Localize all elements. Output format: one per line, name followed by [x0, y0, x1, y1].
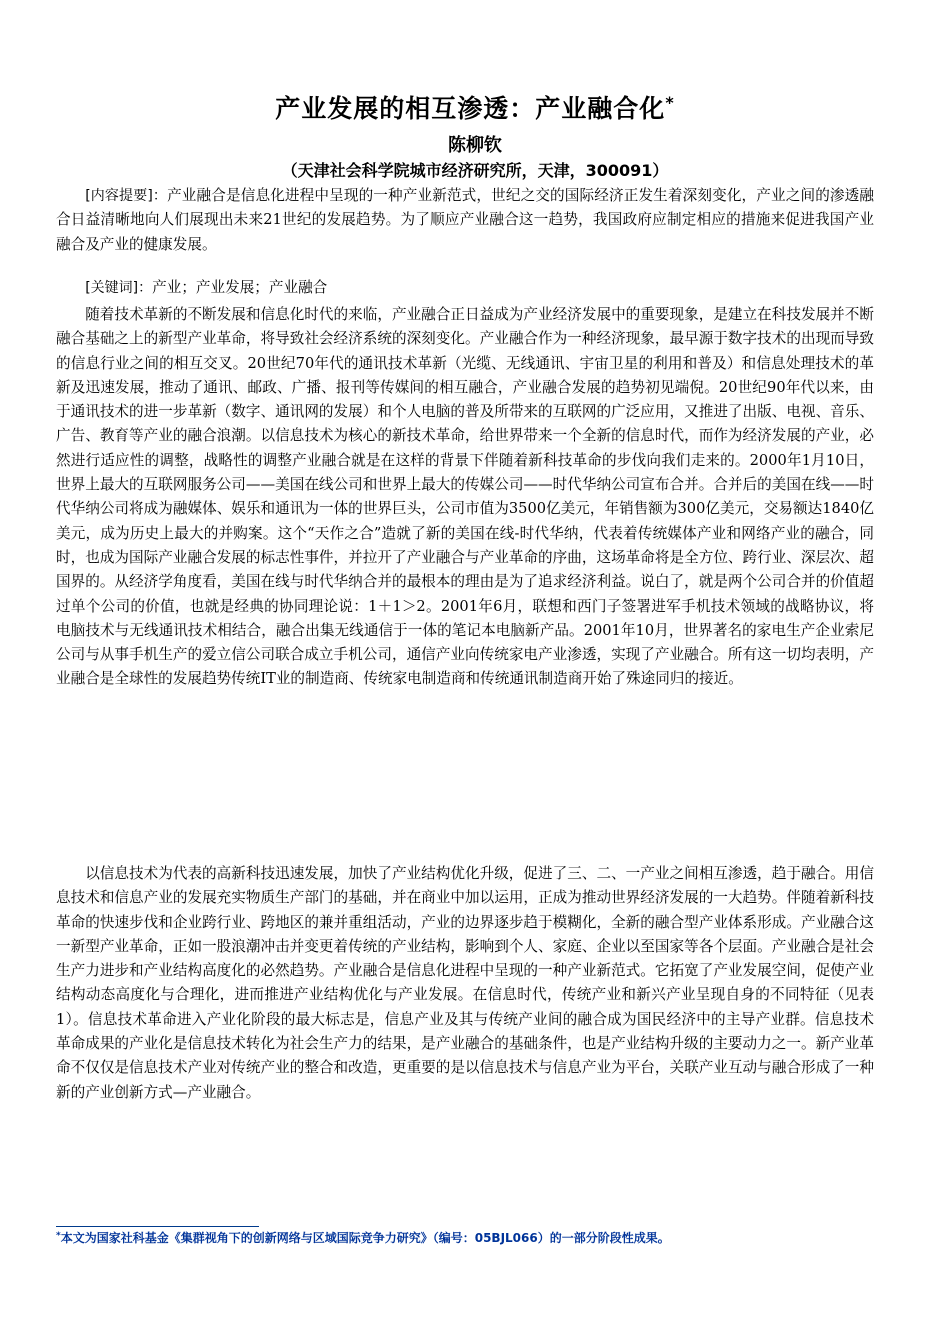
- footnote-mark: *: [56, 1231, 61, 1241]
- keywords: [56, 276, 874, 300]
- paper-title: [0, 92, 950, 126]
- body-paragraph-2: 以信息技术为代表的高新科技迅速发展，加快了产业结构优化升级，促进了三、二、一产业之间相互渗透，趋于融合。用信息技术和信息产业的发展充实物质生产部门的基础，并在商业中加以运用，正成为推动世界经济发展的一大趋势。伴随着新科技革命的快速步伐和企业跨行业、跨地区的兼并重组活动，产业的边界逐步趋于模糊化，全新的融合型产业体系形成。产业融合这一新型产业革命，正如一股浪潮冲击并变更着传统的产业结构，影响到个人、家庭、企业以至国家等各个层面。产业融合是社会生产力进步和产业结构高度化的必然趋势。产业融合是信息化进程中呈现的一种产业新范式。它拓宽了产业发展空间，促使产业结构动态高度化与合理化，进而推进产业结构优化与产业发展。在信息时代，传统产业和新兴产业呈现自身的不同特征（见表1）。信息技术革命进入产业化阶段的最大标志是，信息产业及其与传统产业间的融合成为国民经济中的主导产业群。信息技术革命成果的产业化是信息技术转化为社会生产力的结果，是产业融合的基础条件，也是产业结构升级的主要动力之一。新产业革命不仅仅是信息技术产业对传统产业的整合和改造，更重要的是以信息技术与信息产业为平台，关联产业互动与融合形成了一种新的产业创新方式—产业融合。: [56, 865, 874, 1101]
- body-paragraph-1: 随着技术革新的不断发展和信息化时代的来临，产业融合正日益成为产业经济发展中的重要现象，是建立在科技发展并不断融合基础之上的新型产业革命，将导致社会经济系统的深刻变化。产业融合作为一种经济现象，最早源于数字技术的出现而导致的信息行业之间的相互交叉。20世纪70年代的通讯技术革新（光缆、无线通讯、宇宙卫星的利用和普及）和信息处理技术的革新及迅速发展，推动了通讯、邮政、广播、报刊等传媒间的相互融合，产业融合发展的趋势初见端倪。20世纪90年代以来，由于通讯技术的进一步革新（数字、通讯网的发展）和个人电脑的普及所带来的互联网的广泛应用，又推进了出版、电视、音乐、广告、教育等产业的融合浪潮。以信息技术为核心的新技术革命，给世界带来一个全新的信息时代，而作为经济发展的产业，必然进行适应性的调整，战略性的调整产业融合就是在这样的背景下伴随着新科技革命的步伐向我们走来的。2000年1月10日，世界上最大的互联网服务公司——美国在线公司和世界上最大的传媒公司——时代华纳公司宣布合并。合并后的美国在线——时代华纳公司将成为融媒体、娱乐和通讯为一体的世界巨头，公司市值为3500亿美元，年销售额为300亿美元，交易额达1840亿美元，成为历史上最大的并购案。这个“天作之合”造就了新的美国在线-时代华纳，代表着传统媒体产业和网络产业的融合，同时，也成为国际产业融合发展的标志性事件，并拉开了产业融合与产业革命的序曲，这场革命将是全方位、跨行业、深层次、超国界的。从经济学角度看，美国在线与时代华纳合并的最根本的理由是为了追求经济利益。说白了，就是两个公司合并的价值超过单个公司的价值，也就是经典的协同理论说：1＋1＞2。2001年6月，联想和西门子签署进军手机技术领域的战略协议，将电脑技术与无线通讯技术相结合，融合出集无线通信于一体的笔记本电脑新产品。2001年10月，世界著名的家电生产企业索尼公司与从事手机生产的爱立信公司联合成立手机公司，通信产业向传统家电产业渗透，实现了产业融合。所有这一切均表明，产业融合是全球性的发展趋势传统IT业的制造商、传统家电制造商和传统通讯制造商开始了殊途同归的接近。: [56, 306, 874, 688]
- title-footnote-mark: *: [665, 93, 675, 112]
- author-name: 陈柳钦: [448, 135, 502, 156]
- abstract-text: 产业融合是信息化进程中呈现的一种产业新范式，世纪之交的国际经济正发生着深刻变化，产业之间的渗透融合日益清晰地向人们展现出未来21世纪的发展趋势。为了顺应产业融合这一趋势，我国政府应制定相应的措施来促进我国产业融合及产业的健康发展。: [56, 187, 874, 253]
- keywords-text: 产业；产业发展；产业融合: [152, 279, 328, 296]
- footnote-text: 本文为国家社科基金《集群视角下的创新网络与区域国际竞争力研究》（编号：05BJL066）的一部分阶段性成果。: [60, 1231, 670, 1245]
- abstract: [56, 184, 874, 257]
- footnote: [56, 1229, 916, 1247]
- paper-title-text: 产业发展的相互渗透：产业融合化: [275, 94, 666, 123]
- author-affiliation: （天津社会科学院城市经济研究所，天津，300091）: [281, 161, 669, 180]
- abstract-label: [内容提要]：: [85, 188, 168, 204]
- keywords-label: [关键词]：: [85, 280, 153, 296]
- footnote-rule: [56, 1226, 259, 1227]
